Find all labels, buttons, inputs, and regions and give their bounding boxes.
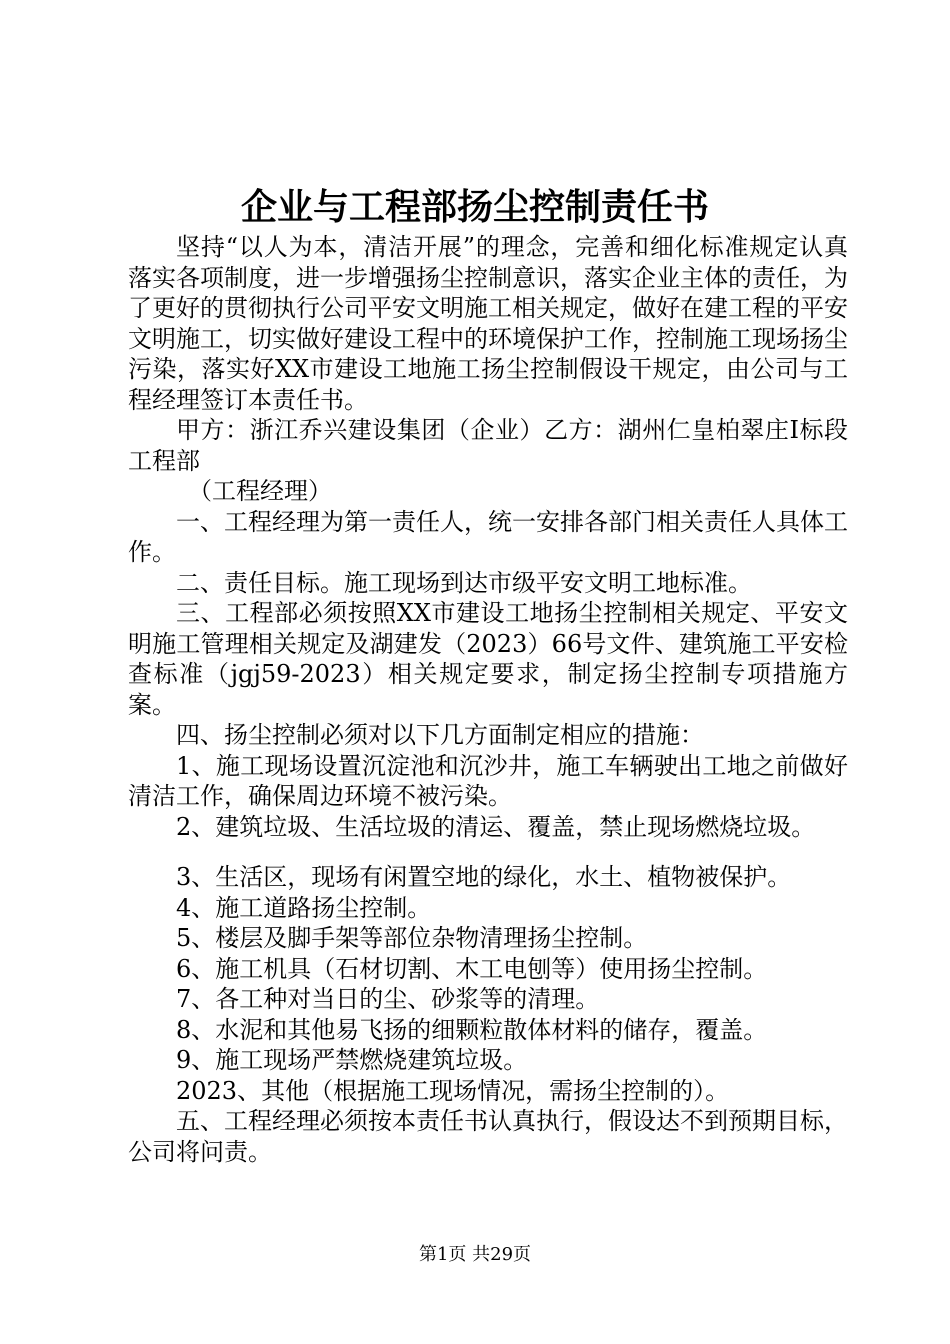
paragraph-measure-7: 7、各工种对当日的尘、砂浆等的清理。 xyxy=(176,985,600,1013)
paragraph-intro: 坚持“以人为本，清洁开展”的理念，完善和细化标准规定认真落实各项制度，进一步增强扬尘控制意识，落实企业主体的责任，为了更好的贯彻执行公司平安文明施工相关规定，做好在建工程的平安文明施工，切实做好建设工程中的环境保护工作，控制施工现场扬尘污染，落实好XX市建设工地施工扬尘控制假设干规定，由公司与工程经理签订本责任书。 xyxy=(128,233,848,414)
paragraph-measure-6: 6、施工机具（石材切割、木工电刨等）使用扬尘控制。 xyxy=(176,954,768,983)
paragraph-item-2: 二、责任目标。施工现场到达市级平安文明工地标准。 xyxy=(176,568,752,597)
paragraph-measure-2: 2、建筑垃圾、生活垃圾的清运、覆盖，禁止现场燃烧垃圾。 xyxy=(176,812,816,841)
paragraph-parties: 甲方：浙江乔兴建设集团（企业）乙方：湖州仁皇柏翠庄Ⅰ标段工程部 xyxy=(128,416,848,475)
paragraph-measure-8: 8、水泥和其他易飞扬的细颗粒散体材料的储存，覆盖。 xyxy=(176,1015,768,1044)
paragraph-measure-3: 3、生活区，现场有闲置空地的绿化，水土、植物被保护。 xyxy=(176,863,792,891)
paragraph-measure-1: 1、施工现场设置沉淀池和沉沙井，施工车辆驶出工地之前做好清洁工作，确保周边环境不被污染。 xyxy=(128,751,848,810)
paragraph-item-5: 五、工程经理必须按本责任书认真执行，假设达不到预期目标，公司将问责。 xyxy=(128,1107,848,1166)
paragraph-measure-4: 4、施工道路扬尘控制。 xyxy=(176,893,432,922)
paragraph-measure-9: 9、施工现场严禁燃烧建筑垃圾。 xyxy=(176,1046,528,1074)
document-title: 企业与工程部扬尘控制责任书 xyxy=(240,186,709,228)
paragraph-measure-other: 2023、其他（根据施工现场情况，需扬尘控制的）。 xyxy=(176,1076,730,1105)
paragraph-item-1: 一、工程经理为第一责任人，统一安排各部门相关责任人具体工作。 xyxy=(128,507,848,566)
paragraph-manager-note: （工程经理） xyxy=(188,477,332,505)
document-body xyxy=(128,232,848,1167)
paragraph-measure-5: 5、楼层及脚手架等部位杂物清理扬尘控制。 xyxy=(176,924,648,952)
paragraph-item-3: 三、工程部必须按照XX市建设工地扬尘控制相关规定、平安文明施工管理相关规定及湖建发（2023）66号文件、建筑施工平安检查标准（jgj59-2023）相关规定要求，制定扬尘控制专项措施方案。 xyxy=(128,599,848,719)
page-footer: 第1页 共29页 xyxy=(418,1244,532,1265)
paragraph-item-4: 四、扬尘控制必须对以下几方面制定相应的措施： xyxy=(176,721,704,749)
